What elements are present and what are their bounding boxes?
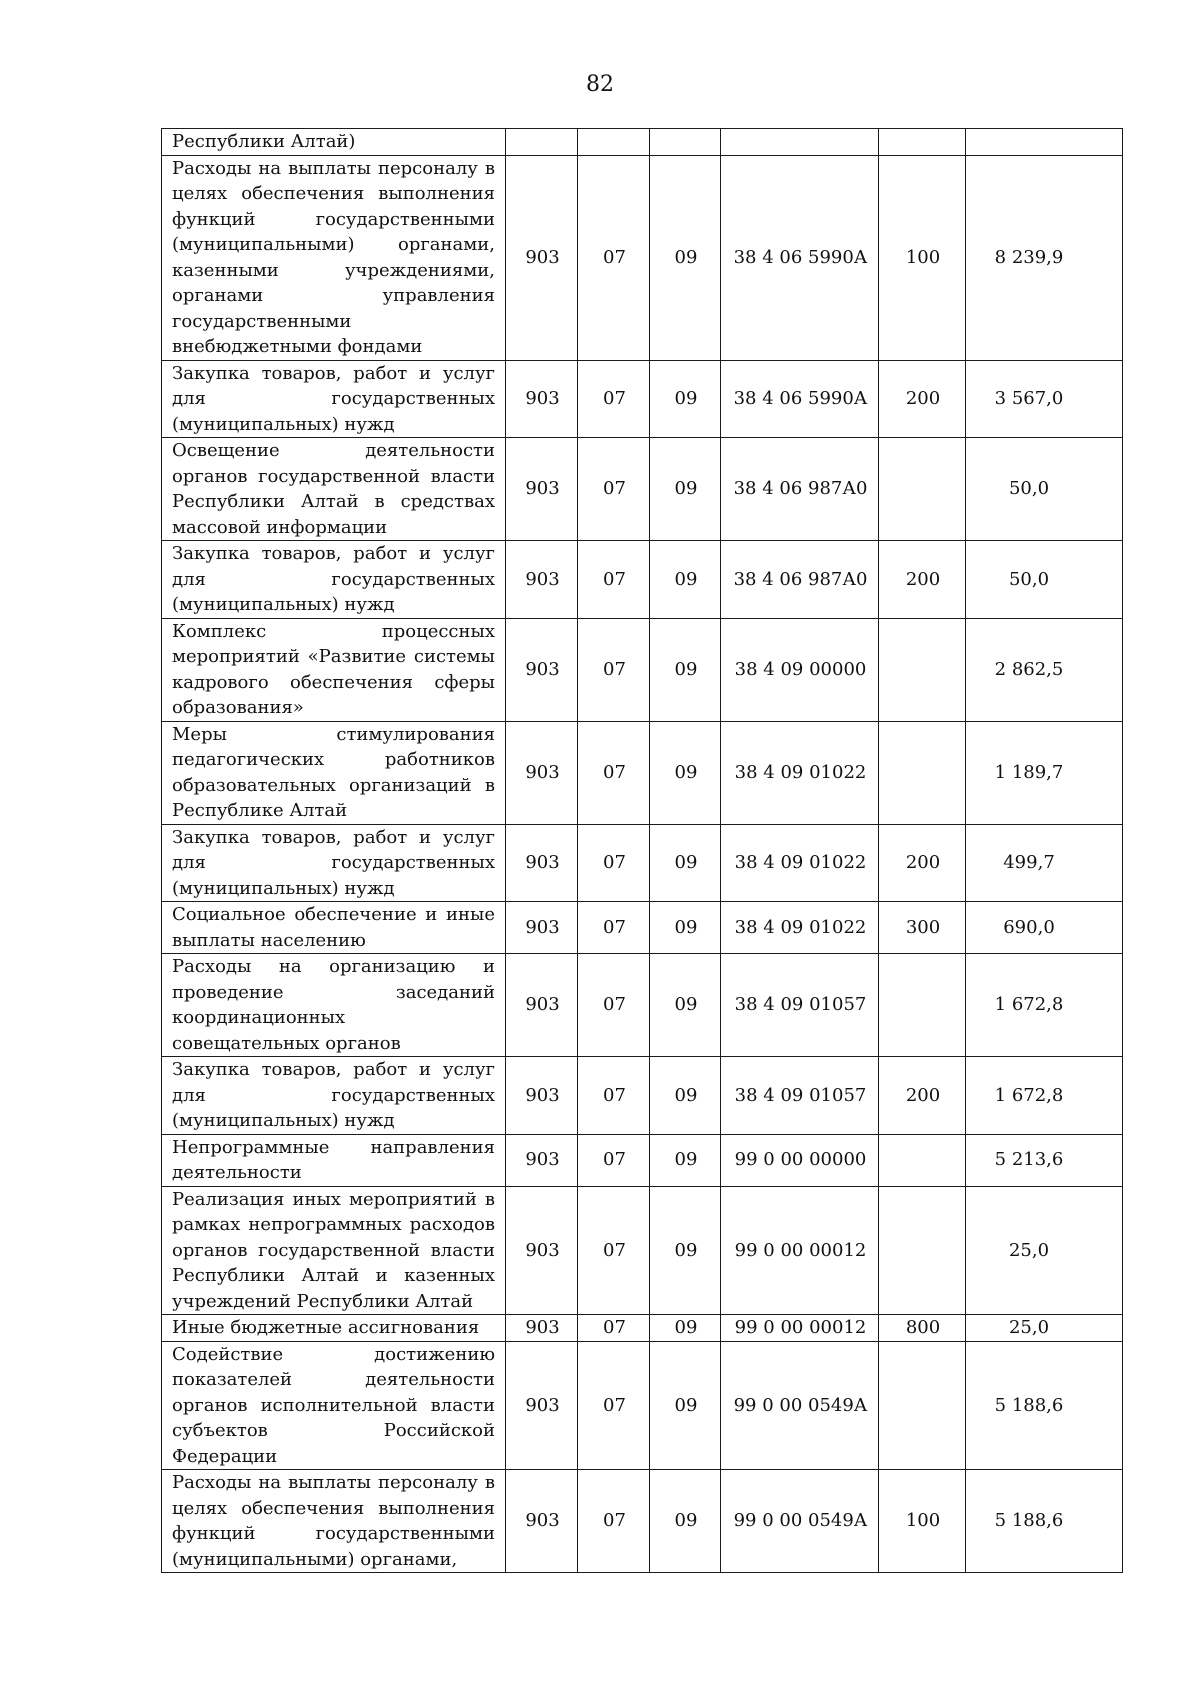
cell-section-code: 07 [578,721,650,824]
cell-amount: 25,0 [966,1315,1123,1342]
cell-target-article-code: 38 4 06 5990А [721,155,879,360]
cell-ved-code: 903 [506,954,578,1057]
cell-description [162,1341,506,1470]
description-line: образования» [172,697,304,718]
cell-subsection-code: 09 [650,824,721,902]
description-line: рамках непрограммных расходов [172,1214,495,1235]
description-line: целях обеспечения выполнения [172,1497,495,1519]
cell-ved-code: 903 [506,721,578,824]
cell-target-article-code: 99 0 00 0549А [721,1341,879,1470]
description-line: Социальное обеспечение и иные [172,904,495,925]
table-row [162,1057,1123,1135]
cell-ved-code: 903 [506,360,578,438]
cell-amount: 5 213,6 [966,1134,1123,1186]
description-line: Комплекс процессных [172,620,495,642]
description-line: (муниципальных) нужд [172,413,395,435]
cell-description [162,155,506,360]
cell-description [162,721,506,824]
cell-target-article-code: 99 0 00 00000 [721,1134,879,1186]
cell-subsection-code: 09 [650,1341,721,1470]
cell-section-code: 07 [578,1057,650,1135]
table-row [162,1186,1123,1315]
description-line: Содействие достижению [172,1343,495,1365]
cell-subsection-code: 09 [650,1057,721,1135]
description-line: Освещение деятельности органов [172,440,495,487]
description-line: функций государственными [172,208,495,230]
budget-table [161,128,1123,1573]
cell-section-code: 07 [578,1315,650,1342]
cell-subsection-code: 09 [650,954,721,1057]
description-line: для государственных [172,568,495,590]
cell-amount: 50,0 [966,541,1123,619]
cell-section-code: 07 [578,541,650,619]
cell-expense-type-code [879,1186,966,1315]
description-line: проведение заседаний [172,981,495,1003]
cell-target-article-code: 38 4 09 01022 [721,902,879,954]
description-line: для государственных [172,388,495,409]
cell-ved-code: 903 [506,902,578,954]
description-line: кадрового обеспечения сферы [172,671,495,693]
description-line: Непрограммные направления [172,1136,495,1158]
cell-amount: 25,0 [966,1186,1123,1315]
cell-target-article-code: 99 0 00 00012 [721,1315,879,1342]
cell-expense-type-code: 100 [879,1470,966,1573]
description-line: внебюджетными фондами [172,336,423,357]
cell-amount: 50,0 [966,438,1123,541]
table-row [162,824,1123,902]
description-line: казенными учреждениями, [172,259,495,281]
cell-expense-type-code [879,129,966,156]
description-line: координационных [172,1007,346,1028]
description-line: Закупка товаров, работ и услуг [172,543,495,564]
description-line: субъектов Российской [172,1420,495,1441]
description-line: учреждений Республики Алтай [172,1290,474,1312]
cell-expense-type-code: 200 [879,824,966,902]
table-row [162,1134,1123,1186]
description-line: для государственных [172,852,495,873]
description-line: государственными [172,310,352,332]
description-line: (муниципальных) нужд [172,877,395,899]
cell-expense-type-code [879,721,966,824]
cell-description [162,1315,506,1342]
description-line: массовой информации [172,516,388,538]
cell-amount: 499,7 [966,824,1123,902]
cell-subsection-code: 09 [650,1315,721,1342]
cell-expense-type-code: 100 [879,155,966,360]
cell-section-code: 07 [578,954,650,1057]
cell-target-article-code: 99 0 00 00012 [721,1186,879,1315]
cell-expense-type-code: 200 [879,541,966,619]
cell-ved-code: 903 [506,155,578,360]
description-line: Реализация иных мероприятий в [172,1188,495,1210]
description-line: Закупка товаров, работ и услуг [172,362,495,384]
description-line: Закупка товаров, работ и услуг [172,826,495,848]
cell-description [162,954,506,1057]
cell-subsection-code [650,129,721,156]
table-row [162,1341,1123,1470]
description-line: Расходы на организацию и [172,956,495,977]
cell-target-article-code [721,129,879,156]
cell-target-article-code: 38 4 06 987А0 [721,438,879,541]
cell-section-code: 07 [578,824,650,902]
cell-subsection-code: 09 [650,902,721,954]
cell-amount: 2 862,5 [966,618,1123,721]
cell-section-code: 07 [578,1470,650,1573]
description-line: Республики Алтай и казенных [172,1265,495,1286]
cell-target-article-code: 38 4 09 01057 [721,1057,879,1135]
cell-subsection-code: 09 [650,155,721,360]
cell-section-code: 07 [578,1186,650,1315]
cell-section-code: 07 [578,438,650,541]
cell-ved-code: 903 [506,1315,578,1342]
description-line: (муниципальными) органами, [172,1548,458,1570]
description-line: Меры стимулирования [172,723,495,745]
table-row [162,954,1123,1057]
cell-description [162,902,506,954]
cell-expense-type-code: 800 [879,1315,966,1342]
description-line: Федерации [172,1445,278,1467]
cell-subsection-code: 09 [650,721,721,824]
cell-target-article-code: 99 0 00 0549А [721,1470,879,1573]
cell-section-code: 07 [578,618,650,721]
cell-amount: 690,0 [966,902,1123,954]
table-row [162,721,1123,824]
description-line: Республики Алтай) [172,131,356,152]
cell-description [162,824,506,902]
table-row [162,1315,1123,1342]
cell-section-code [578,129,650,156]
description-line: показателей деятельности [172,1369,495,1390]
description-line: целях обеспечения выполнения [172,183,495,204]
cell-ved-code: 903 [506,438,578,541]
cell-subsection-code: 09 [650,541,721,619]
cell-expense-type-code [879,438,966,541]
table-row [162,541,1123,619]
cell-section-code: 07 [578,1134,650,1186]
cell-ved-code: 903 [506,618,578,721]
table-row [162,618,1123,721]
cell-subsection-code: 09 [650,618,721,721]
cell-ved-code: 903 [506,541,578,619]
cell-target-article-code: 38 4 09 01057 [721,954,879,1057]
cell-amount: 5 188,6 [966,1341,1123,1470]
cell-subsection-code: 09 [650,438,721,541]
description-line: мероприятий «Развитие системы [172,646,495,667]
cell-section-code: 07 [578,155,650,360]
description-line: Расходы на выплаты персоналу в [172,1472,495,1493]
cell-expense-type-code [879,954,966,1057]
cell-expense-type-code: 200 [879,1057,966,1135]
cell-expense-type-code [879,618,966,721]
cell-description [162,1134,506,1186]
cell-target-article-code: 38 4 09 01022 [721,721,879,824]
description-line: Закупка товаров, работ и услуг [172,1059,495,1080]
table-row [162,438,1123,541]
cell-amount: 1 189,7 [966,721,1123,824]
table-row [162,129,1123,156]
page-number: 82 [586,72,614,97]
table-row [162,360,1123,438]
cell-ved-code: 903 [506,1186,578,1315]
cell-description [162,618,506,721]
cell-subsection-code: 09 [650,360,721,438]
description-line: совещательных органов [172,1032,401,1054]
cell-amount: 1 672,8 [966,954,1123,1057]
description-line: (муниципальными) органами, [172,234,495,255]
cell-description [162,1470,506,1573]
cell-target-article-code: 38 4 06 5990А [721,360,879,438]
cell-ved-code [506,129,578,156]
cell-amount [966,129,1123,156]
table-row [162,902,1123,954]
cell-ved-code: 903 [506,824,578,902]
cell-description [162,438,506,541]
cell-expense-type-code [879,1134,966,1186]
description-line: (муниципальных) нужд [172,594,395,615]
cell-section-code: 07 [578,902,650,954]
cell-ved-code: 903 [506,1057,578,1135]
cell-description [162,129,506,156]
cell-section-code: 07 [578,360,650,438]
table-body [162,129,1123,1573]
description-line: функций государственными [172,1523,495,1544]
cell-description [162,1057,506,1135]
cell-subsection-code: 09 [650,1186,721,1315]
cell-expense-type-code [879,1341,966,1470]
cell-amount: 8 239,9 [966,155,1123,360]
cell-expense-type-code: 300 [879,902,966,954]
cell-section-code: 07 [578,1341,650,1470]
cell-amount: 3 567,0 [966,360,1123,438]
description-line: (муниципальных) нужд [172,1110,395,1131]
description-line: образовательных организаций в [172,774,495,796]
cell-description [162,360,506,438]
table-row [162,155,1123,360]
description-line: Расходы на выплаты персоналу в [172,157,495,179]
cell-ved-code: 903 [506,1341,578,1470]
cell-target-article-code: 38 4 06 987А0 [721,541,879,619]
description-line: органами управления [172,285,495,306]
cell-amount: 5 188,6 [966,1470,1123,1573]
cell-expense-type-code: 200 [879,360,966,438]
description-line: органов государственной власти [172,1239,495,1261]
description-line: Республики Алтай в средствах [172,491,495,512]
cell-description [162,541,506,619]
description-line: педагогических работников [172,749,495,770]
table-row [162,1470,1123,1573]
description-line: Иные бюджетные ассигнования [172,1317,480,1338]
description-line: для государственных [172,1084,495,1106]
description-line: органов исполнительной власти [172,1394,495,1416]
cell-ved-code: 903 [506,1134,578,1186]
description-line: выплаты населению [172,929,366,951]
description-line: государственной власти [258,465,495,487]
cell-amount: 1 672,8 [966,1057,1123,1135]
cell-target-article-code: 38 4 09 00000 [721,618,879,721]
description-line: Республике Алтай [172,800,348,821]
cell-subsection-code: 09 [650,1134,721,1186]
cell-subsection-code: 09 [650,1470,721,1573]
description-line: деятельности [172,1162,302,1183]
cell-target-article-code: 38 4 09 01022 [721,824,879,902]
cell-description [162,1186,506,1315]
cell-ved-code: 903 [506,1470,578,1573]
